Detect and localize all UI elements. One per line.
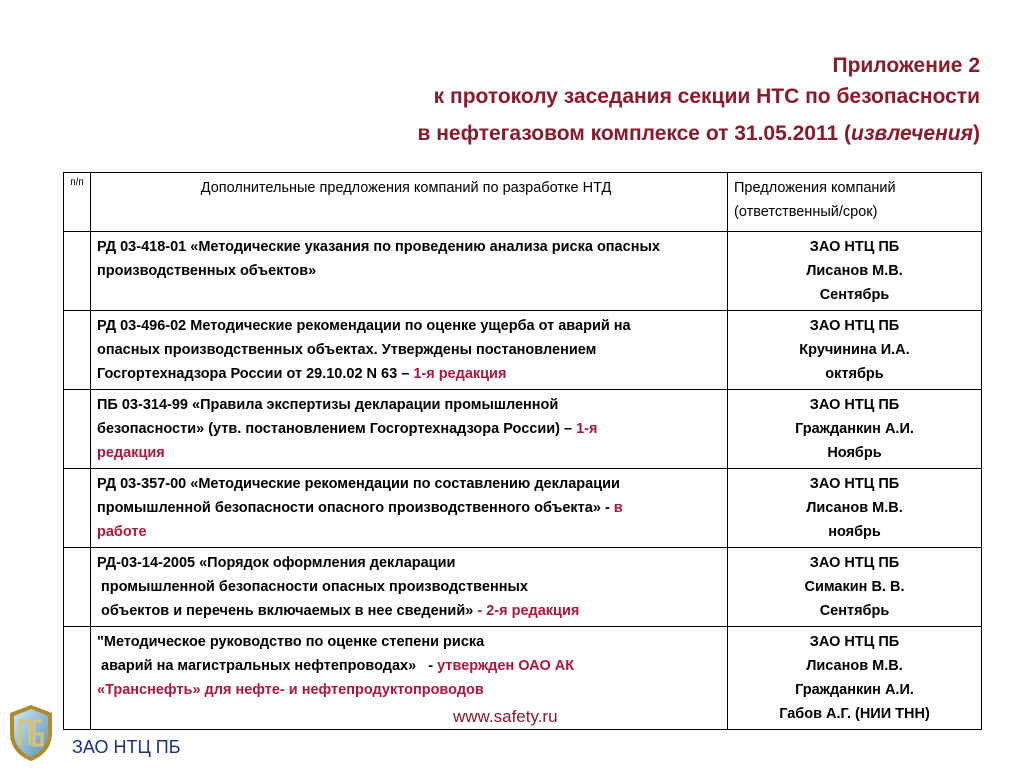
responsible-person: Симакин В. В. [804, 579, 905, 595]
status-text: 1-я [576, 421, 598, 437]
column-header-responsible-line2: (ответственный/срок) [734, 204, 878, 220]
description-line [97, 654, 721, 678]
table-row [64, 232, 982, 311]
table-row [64, 469, 982, 548]
description-line: "Методическое руководство по оценке степени риска [97, 634, 485, 650]
status-text: работе [97, 524, 147, 540]
row-description-cell [91, 469, 728, 548]
description-line [97, 496, 721, 520]
status-text: - 2-я редакция [473, 603, 580, 619]
responsible-person: Лисанов М.В. [806, 263, 903, 279]
column-header-number: п/п [64, 173, 91, 232]
shield-logo-icon [6, 703, 56, 763]
row-responsible-cell [728, 469, 982, 548]
responsible-deadline: Сентябрь [819, 287, 890, 303]
row-responsible-cell [728, 548, 982, 627]
description-line: РД-03-14-2005 «Порядок оформления декларации [97, 555, 456, 571]
responsible-company: ЗАО НТЦ ПБ [809, 476, 900, 492]
status-text: «Транснефть» для нефте- и нефтепродуктопроводов [97, 682, 484, 698]
description-line: РД 03-496-02 Методические рекомендации по оценке ущерба от аварий на [97, 318, 631, 334]
description-line [97, 417, 721, 441]
responsible-deadline: октябрь [825, 366, 884, 382]
responsible-person: Кручинина И.А. [799, 342, 910, 358]
row-number-cell [64, 232, 91, 311]
description-text: аварий на магистральных нефтепроводах» - [101, 658, 438, 674]
description-text: объектов и перечень включаемых в нее сведений» [101, 603, 474, 619]
header-line2: к протоколу заседания секции НТС по безопасности [433, 85, 980, 108]
responsible-company: ЗАО НТЦ ПБ [809, 634, 900, 650]
description-line: опасных производственных объектах. Утверждены постановлением [97, 342, 597, 358]
table-row [64, 390, 982, 469]
responsible-deadline: ноябрь [828, 524, 881, 540]
proposals-table [63, 172, 982, 730]
row-number-cell [64, 311, 91, 390]
description-text: промышленной безопасности опасного производственного объекта» - [97, 500, 614, 516]
header-line1: Приложение 2 [832, 54, 980, 77]
table-header-row [64, 173, 982, 232]
description-text: безопасности» (утв. постановлением Госгортехнадзора России) – [97, 421, 577, 437]
row-number-cell [64, 469, 91, 548]
row-description-cell [91, 627, 728, 730]
responsible-company: ЗАО НТЦ ПБ [809, 555, 900, 571]
responsible-company: ЗАО НТЦ ПБ [809, 397, 900, 413]
description-text: Госгортехнадзора России от 29.10.02 N 63 – [97, 366, 414, 382]
footer-url-link[interactable]: www.safety.ru [453, 707, 558, 726]
table-row [64, 311, 982, 390]
header-line3-italic: извлечения [851, 122, 973, 145]
row-description-cell [91, 232, 728, 311]
row-description-cell [91, 311, 728, 390]
responsible-person: Габов А.Г. (НИИ ТНН) [779, 706, 930, 722]
description-line: промышленной безопасности опасных производственных [101, 579, 528, 595]
responsible-person: Гражданкин А.И. [795, 682, 914, 698]
description-line: ПБ 03-314-99 «Правила экспертизы декларации промышленной [97, 397, 559, 413]
column-header-responsible [728, 173, 982, 232]
row-responsible-cell [728, 311, 982, 390]
description-line [97, 362, 721, 386]
header-line3 [418, 118, 981, 149]
status-text: редакция [97, 445, 165, 461]
description-line: РД 03-357-00 «Методические рекомендации по составлению декларации [97, 476, 620, 492]
row-responsible-cell [728, 627, 982, 730]
row-responsible-cell [728, 390, 982, 469]
responsible-person: Лисанов М.В. [806, 658, 903, 674]
description-line: РД 03-418-01 «Методические указания по проведению анализа риска опасных [97, 239, 660, 255]
responsible-deadline: Сентябрь [819, 603, 890, 619]
row-number-cell [64, 548, 91, 627]
column-header-description: Дополнительные предложения компаний по разработке НТД [91, 173, 728, 232]
row-description-cell [91, 548, 728, 627]
table-row [64, 548, 982, 627]
status-text: утвержден ОАО АК [437, 658, 575, 674]
responsible-company: ЗАО НТЦ ПБ [809, 239, 900, 255]
column-header-responsible-line1: Предложения компаний [734, 180, 896, 196]
responsible-deadline: Ноябрь [827, 445, 882, 461]
status-text: 1-я редакция [413, 366, 507, 382]
responsible-person: Лисанов М.В. [806, 500, 903, 516]
responsible-person: Гражданкин А.И. [795, 421, 914, 437]
row-number-cell [64, 390, 91, 469]
row-responsible-cell [728, 232, 982, 311]
row-number-cell [64, 627, 91, 730]
description-line: производственных объектов» [97, 263, 317, 279]
description-line [97, 599, 721, 623]
header-line3-suffix: ) [973, 122, 980, 145]
document-header [418, 50, 981, 149]
header-line3-prefix: в нефтегазовом комплексе от 31.05.2011 ( [417, 122, 852, 145]
responsible-company: ЗАО НТЦ ПБ [809, 318, 900, 334]
row-description-cell [91, 390, 728, 469]
company-name: ЗАО НТЦ ПБ [72, 737, 181, 757]
status-text: в [613, 500, 623, 516]
